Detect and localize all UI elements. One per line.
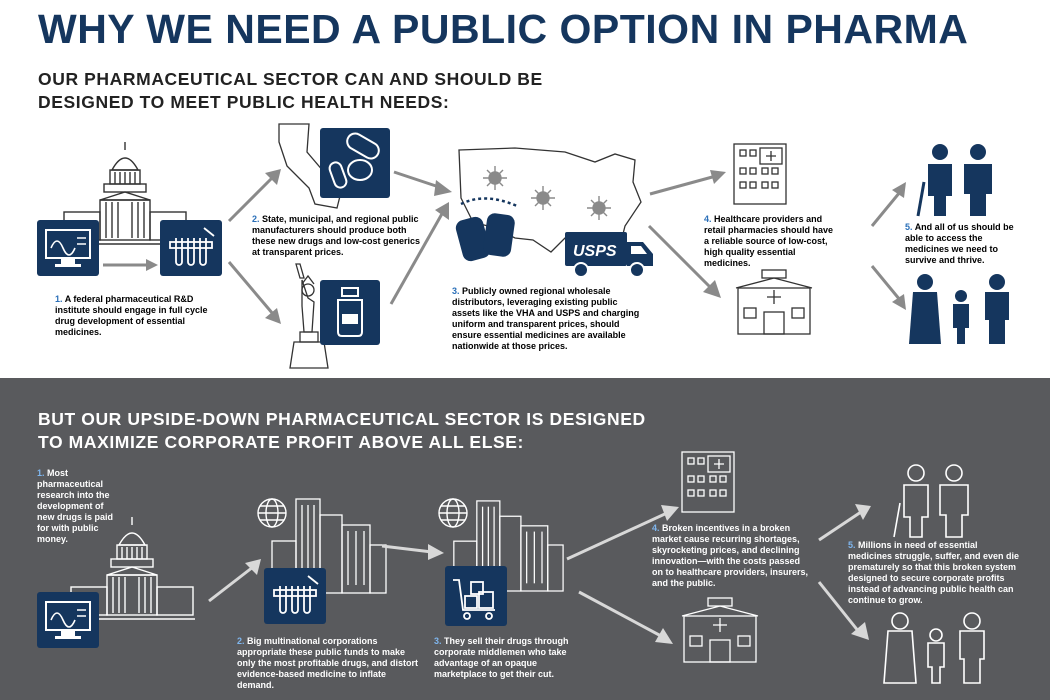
- step-text: A federal pharmaceutical R&D institute should engage in full cycle drug development of essential medicines.: [55, 294, 208, 337]
- top-step-3-caption: [452, 286, 647, 352]
- arrow: [868, 180, 910, 230]
- top-step-4-caption: [704, 214, 839, 269]
- bottom-step-3-caption: [434, 636, 584, 680]
- top-step-1-caption: [55, 294, 215, 338]
- bottom-step-5-caption: [848, 540, 1023, 606]
- step-number: 5.: [905, 222, 913, 232]
- arrow: [225, 258, 285, 328]
- bottom-step-4-caption: [652, 523, 812, 589]
- arrow: [103, 258, 158, 272]
- step-number: 2.: [237, 636, 245, 646]
- people-icon: [912, 142, 1002, 217]
- top-heading-line1: OUR PHARMACEUTICAL SECTOR CAN AND SHOULD BE: [38, 69, 543, 89]
- people-icon: [888, 463, 978, 538]
- step-number: 1.: [37, 468, 45, 478]
- step-number: 4.: [704, 214, 712, 224]
- arrow: [385, 200, 455, 310]
- top-step-5-caption: [905, 222, 1015, 266]
- medicine-bottle-icon: [320, 280, 380, 345]
- arrow: [392, 168, 454, 196]
- arrow: [380, 540, 445, 560]
- step-number: 4.: [652, 523, 660, 533]
- arrow: [205, 555, 265, 605]
- test-tubes-icon: [160, 220, 222, 276]
- step-number: 3.: [452, 286, 460, 296]
- page-title: WHY WE NEED A PUBLIC OPTION IN PHARMA: [38, 6, 969, 52]
- step-text: Broken incentives in a broken market cause recurring shortages, skyrocketing prices, and declining innovation—with the costs passed on to healthcare providers, insurers, and the public.: [652, 523, 809, 588]
- top-heading-line2: DESIGNED TO MEET PUBLIC HEALTH NEEDS:: [38, 92, 450, 112]
- step-text: Publicly owned regional wholesale distributors, leveraging existing public assets like the VHA and USPS and charging uniform and transparent prices, should ensure essential medicines are available nationwide at those prices.: [452, 286, 640, 351]
- arrow: [575, 588, 675, 648]
- arrow: [868, 262, 910, 312]
- step-text: Millions in need of essential medicines struggle, suffer, and even die prematurely so that this broken system designed to secure corporate profits instead of advancing public health can continue to grow.: [848, 540, 1020, 605]
- step-text: And all of us should be able to access the medicines we need to survive and thrive.: [905, 222, 1014, 265]
- people-icon: [905, 274, 1015, 346]
- bottom-heading-line1: BUT OUR UPSIDE-DOWN PHARMACEUTICAL SECTOR IS DESIGNED: [38, 409, 646, 429]
- step-text: Healthcare providers and retail pharmacies should have a reliable source of low-cost, high quality essential medicines.: [704, 214, 834, 268]
- arrow: [648, 168, 728, 198]
- bottom-section-heading: [38, 408, 758, 454]
- step-text: Most pharmaceutical research into the development of new drugs is paid for with public money.: [37, 468, 114, 544]
- top-section-heading: [38, 68, 638, 114]
- pharmacy-icon: [676, 596, 764, 664]
- hospital-icon: [732, 138, 788, 206]
- usps-label: USPS: [573, 243, 617, 260]
- step-text: Big multinational corporations appropriate these public funds to make only the most profitable drugs, and distort evidence-based medicine to inflate demand.: [237, 636, 419, 690]
- dog-tags-icon: [455, 196, 525, 268]
- pharmacy-icon: [730, 268, 818, 336]
- test-tubes-icon: [264, 568, 326, 624]
- people-icon: [880, 612, 990, 686]
- pills-icon: [320, 128, 390, 198]
- step-number: 5.: [848, 540, 856, 550]
- hospital-icon: [680, 446, 736, 514]
- computer-dna-icon: [37, 592, 99, 648]
- arrow: [815, 502, 873, 544]
- step-number: 2.: [252, 214, 260, 224]
- bottom-step-2-caption: [237, 636, 422, 691]
- step-number: 3.: [434, 636, 442, 646]
- usps-truck-icon: [565, 228, 653, 278]
- step-text: They sell their drugs through corporate middlemen who take advantage of an opaque marketplace to get their cut.: [434, 636, 569, 679]
- computer-dna-icon: [37, 220, 99, 276]
- cart-icon: [445, 566, 507, 626]
- step-number: 1.: [55, 294, 63, 304]
- step-text: State, municipal, and regional public manufacturers should produce both these new drugs and low-cost generics at transparent prices.: [252, 214, 421, 257]
- bottom-heading-line2: TO MAXIMIZE CORPORATE PROFIT ABOVE ALL ELSE:: [38, 432, 524, 452]
